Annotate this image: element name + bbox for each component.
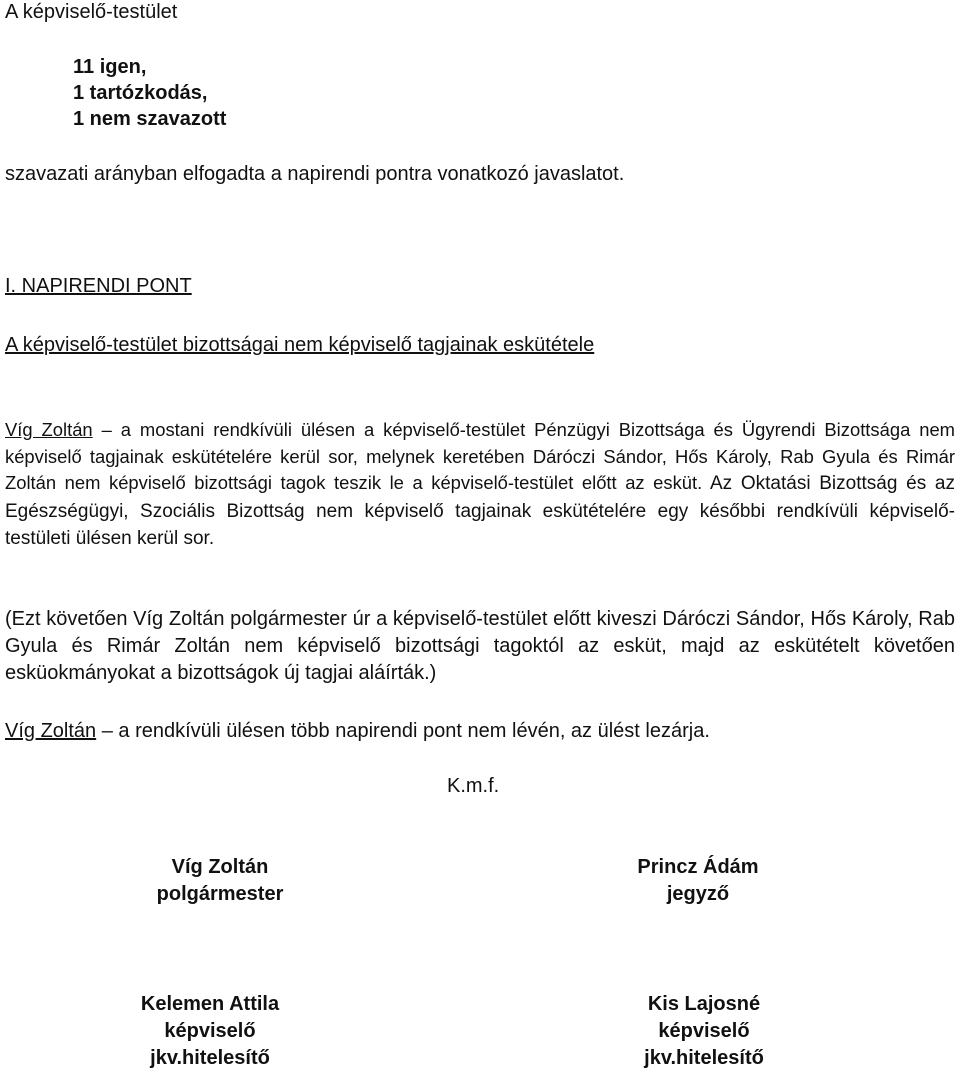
signature-authenticator-1 [100, 991, 320, 1072]
agenda-number: I. NAPIRENDI PONT [5, 275, 192, 297]
signer-name: Kis Lajosné [647, 993, 761, 1015]
signature-mayor [110, 854, 330, 908]
signer-role: képviselő [164, 1020, 256, 1042]
paragraph-text: – a mostani rendkívüli ülésen a képviselő-testület Pénzügyi Bizottsága és Ügyrendi Bizottsága nem képviselő tagjainak eskütételére kerül sor, melynek keretében Dáróczi Sándor, Hős Károly, Rab Gyula és Rimár Zoltán nem képviselő bizottsági tagok teszik le a képviselő-testület előtt az esküt. [5, 419, 955, 493]
signature-notary [588, 854, 808, 908]
closing-text: – a rendkívüli ülésen több napirendi pont nem lévén, az ülést lezárja. [96, 720, 710, 742]
vote-no-vote: 1 nem szavazott [73, 108, 227, 130]
paragraph-text-2: Az Oktatási Bizottság és az Egészségügyi, Szociális Bizottság nem képviselő tagjainak eskütételére egy későbbi rendkívüli képviselő-testületi ülésen kerül sor. [5, 473, 955, 549]
kmf: K.m.f. [447, 775, 500, 797]
agenda-title: A képviselő-testület bizottságai nem képviselő tagjainak eskütétele [5, 334, 595, 356]
paragraph-closing [5, 719, 710, 743]
signer-role: jegyző [666, 883, 730, 905]
speaker-name: Víg Zoltán [5, 419, 93, 440]
vote-yes: 11 igen, [73, 56, 147, 78]
signer-role: polgármester [156, 883, 284, 905]
signer-role-2: jkv.hitelesítő [150, 1047, 270, 1069]
signer-role: képviselő [658, 1020, 750, 1042]
paragraph-ceremony: (Ezt követően Víg Zoltán polgármester úr a képviselő-testület előtt kiveszi Dáróczi Sándor, Hős Károly, Rab Gyula és Rimár Zoltán nem képviselő bizottsági tagoktól az esküt, majd az eskütételt követően esküokmányokat a bizottságok új tagjai aláírták.) [5, 608, 955, 684]
header-line: A képviselő-testület [5, 1, 178, 23]
signer-name: Víg Zoltán [171, 856, 269, 878]
signature-authenticator-2 [594, 991, 814, 1072]
vote-abstain: 1 tartózkodás, [73, 82, 208, 104]
signer-name: Kelemen Attila [140, 993, 280, 1015]
signer-role-2: jkv.hitelesítő [644, 1047, 764, 1069]
speaker-name: Víg Zoltán [5, 720, 97, 742]
decision-text: szavazati arányban elfogadta a napirendi pontra vonatkozó javaslatot. [5, 163, 625, 185]
paragraph-oath [5, 417, 955, 553]
signer-name: Princz Ádám [637, 856, 759, 878]
